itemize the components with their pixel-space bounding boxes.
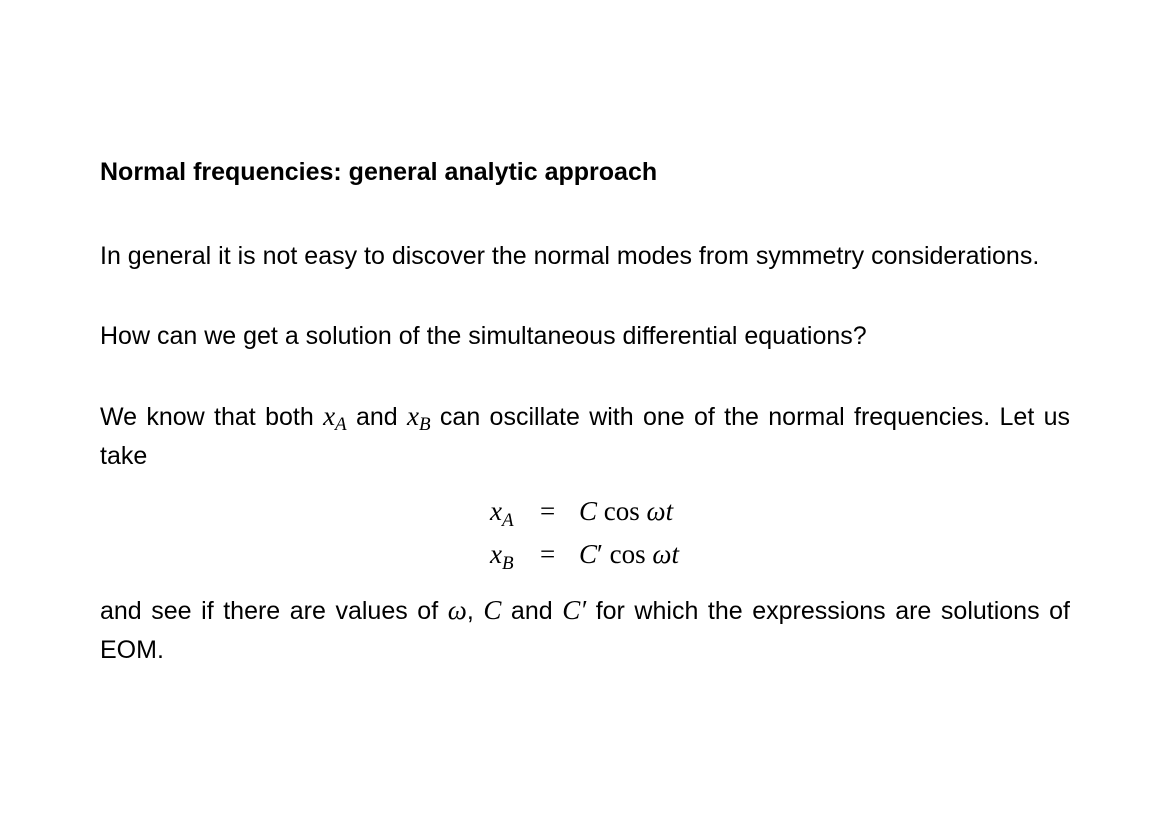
text-segment: for which the expressions are solutions of EOM. xyxy=(100,597,1070,664)
equation-lhs: $x_B$ xyxy=(490,539,514,574)
equation-rhs: C′ cos ωt xyxy=(579,539,679,569)
equation-x-a xyxy=(490,496,790,532)
equation-x-b xyxy=(490,539,790,575)
text-segment: and xyxy=(346,403,408,431)
paragraph-question: How can we get a solution of the simultaneous differential equations? xyxy=(100,322,867,350)
text-segment: We know that both xyxy=(100,403,324,431)
slide-heading: Normal frequencies: general analytic approach xyxy=(100,158,658,186)
equals-sign: = xyxy=(540,539,556,569)
math-omega: ω xyxy=(447,595,467,625)
math-c: C xyxy=(483,595,502,625)
text-segment: can oscillate with one of the normal frequencies. Let us take xyxy=(100,403,1070,470)
text-segment: , xyxy=(466,597,484,625)
equation-lhs: $x_A$ xyxy=(490,496,514,531)
math-x-b: $x_B$ xyxy=(407,401,431,435)
text-segment: and see if there are values of xyxy=(100,597,448,625)
math-x-a: $x_A$ xyxy=(323,401,347,435)
equals-sign: = xyxy=(540,496,556,526)
paragraph-solutions xyxy=(100,591,1070,670)
math-c-prime: C′ xyxy=(562,595,587,625)
paragraph-oscillation xyxy=(100,397,1070,476)
equation-rhs: C cos ωt xyxy=(579,496,674,526)
paragraph-symmetry: In general it is not easy to discover the normal modes from symmetry considerations. xyxy=(100,242,1040,270)
text-segment: and xyxy=(501,597,563,625)
